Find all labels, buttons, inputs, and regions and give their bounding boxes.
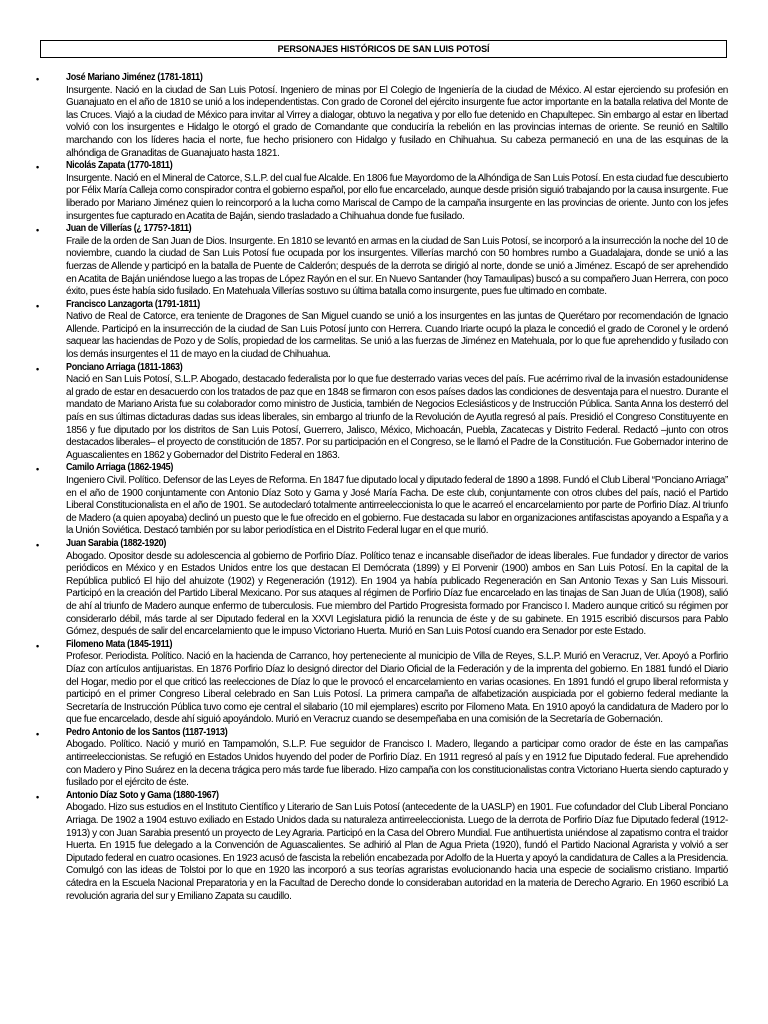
list-item <box>36 790 728 903</box>
list-item <box>36 223 728 299</box>
person-bio: Abogado. Hizo sus estudios en el Instituto Científico y Literario de San Luis Potosí (antecedente de la UASLP) en 1901. Fue cofundador del Club Liberal Ponciano Arriaga. De 1902 a 1904 estuvo exiliado en Estado Unidos dada su naturaleza antirreeleccionista. Luego de la derrota de Porfirio Díaz fue Diputado federal (1912-1913) y con Juan Sarabia presentó un proyecto de Ley Agraria. Participó en la Casa del Obrero Mundial. Fue antihuertista uniéndose al zapatismo contra el traidor Huerta. En 1915 fue delegado a la Convención de Aguascalientes. Se adhirió al Plan de Agua Prieta (1920), fundó el Partido Nacional Agrarista y volvió a ser Diputado federal en cuatro ocasiones. En 1923 acusó de fascista la rebelión encabezada por Adolfo de la Huerta y apoyó la candidatura de Calles a la Presidencia. Comulgó con las ideas de Tolstoi por lo que en 1920 las incorporó a sus teorías agraristas evolucionando hacia una especie de socialismo cristiano. Impartió cátedra en la Escuela Nacional Preparatoria y en la Facultad de Derecho donde lo consideraban autoridad en la materia de Derecho Agrario. En 1960 escribió La revolución agraria del sur y Emiliano Zapata su caudillo. <box>66 802 728 902</box>
person-name: Pedro Antonio de los Santos (1187-1913) <box>66 726 228 738</box>
bullet-icon: • <box>36 225 40 236</box>
bullet-icon: • <box>36 791 40 802</box>
person-name: Juan Sarabia (1882-1920) <box>66 537 167 549</box>
bullet-icon: • <box>36 539 40 550</box>
list-item <box>36 639 728 727</box>
person-bio: Insurgente. Nació en el Mineral de Catorce, S.L.P. del cual fue Alcalde. En 1806 fue Mayordomo de la Alhóndiga de San Luis Potosí. En esta ciudad fue descubierto por Félix María Calleja como conspirador contra el gobierno español, por ello fue encarcelado, aunque desde prisión siguió trabajando por la causa insurgente. Fue liberado por Mariano Jiménez quien lo reincorporó a la lucha como Mariscal de Campo de la campaña insurgente en las provincias de oriente. Junto con los jefes insurgentes fue capturado en Acatita de Baján, siendo trasladado a Chihuahua donde fue fusilado. <box>66 172 728 222</box>
list-item <box>36 299 728 362</box>
title-box <box>40 40 727 58</box>
list-item <box>36 362 728 463</box>
list-item <box>36 160 728 223</box>
person-name: Nicolás Zapata (1770-1811) <box>66 160 173 172</box>
list-item <box>36 72 728 160</box>
bullet-icon: • <box>36 640 40 651</box>
person-bio: Nativo de Real de Catorce, era teniente de Dragones de San Miguel cuando se unió a los insurgentes en las juntas de Querétaro por recomendación de Ignacio Allende. Participó en la insurrección de la ciudad de San Luis Potosí junto con Herrera. Cuando Iriarte ocupó la plaza le concedió el grado de Coronel y le ordenó saquear las haciendas de Pozo y de Solís, propiedad de los carmelitas. Se unió a las fuerzas de Jiménez en Matehuala, por lo que fue aprehendido y fusilado con los demás insurgentes el 11 de mayo en la ciudad de Chihuahua. <box>66 311 728 361</box>
person-bio: Fraile de la orden de San Juan de Dios. Insurgente. En 1810 se levantó en armas en la ciudad de San Luis Potosí, se incorporó a la insurrección la noche del 10 de noviembre, cuando la ciudad de San Luis Potosí fue ocupada por los insurgentes. Villerías marchó con 50 hombres rumbo a Guadalajara, donde se unió a las fuerzas de Allende y participó en la batalla de Puente de Calderón; después de la derrota se dirigió al norte, donde se unió a Jiménez. Escapó de ser aprehendido en Acatita de Baján uniéndose luego a las tropas de López Rayón en el sur. En Nuevo Santander (hoy Tamaulipas) buscó a su compañero Juan Herrera, con poco éxito, pues éste había sido fusilado. En Matehuala Villerías sostuvo su última batalla como insurgente, pues fue ultimado en combate. <box>66 235 728 298</box>
person-name: José Mariano Jiménez (1781-1811) <box>66 72 203 83</box>
person-bio: Nació en San Luis Potosí, S.L.P. Abogado, destacado federalista por lo que fue desterrado varias veces del país. Fue acérrimo rival de la invasión estadounidense al grado de estar en desacuerdo con los tratados de paz que en 1848 se firmaron con esos países dados las condiciones de desventaja para el nuestro. Durante el mandato de Mariano Arista fue su colaborador como ministro de Justicia, también de Negocios Eclesiásticos y de Instrucción Pública. Santa Anna los desterró del país en sus últimas dictaduras dadas sus ideas liberales, sin embargo al triunfo de la Revolución de Ayutla regresó al país. Presidió el Congreso Constituyente en 1856 y fue diputado por los distritos de San Luis Potosí, Guerrero, Jalisco, México, Michoacán, Puebla, Zacatecas y Distrito Federal. Redactó –junto con otros destacados liberales– el proyecto de constitución de 1857. Por su participación en el Congreso, se le llamó el Padre de la Constitución. Fue Gobernador interino de Aguascalientes en 1862 y Gobernador del Distrito Federal en 1863. <box>66 374 728 461</box>
biography-list <box>36 72 728 903</box>
person-bio: Abogado. Opositor desde su adolescencia al gobierno de Porfirio Díaz. Político tenaz e incansable diseñador de ideas liberales. Fue fundador y director de varios periódicos en México y en Estados Unidos entre los que destacan El Demócrata (1899) y El Porvenir (1900) ambos en San Luis Potosí. En la capital de la República publicó El hijo del ahuizote (1902) y Regeneración (1912). En 1904 ya había publicado Regeneración en San Antonio Texas y San Luis Missouri. Participó en la creación del Partido Liberal Mexicano. Por sus ataques al régimen de Porfirio Díaz fue encarcelado en las tinajas de San Juan de Ulúa (1908), salió de ahí al triunfo de Madero aunque enfermo de tuberculosis. Fue miembro del Partido Progresista formado por Francisco I. Madero aunque criticó su régimen por considerarlo débil, más tarde al ser Diputado federal en la XXVI Legislatura pidió la renuncia de éste y de su gabinete. En 1915 escribió discursos para Pablo Gómez, después de salir del encarcelamiento que le impuso Victoriano Huerta. Murió en San Luis Potosí cuando era Senador por este Estado. <box>66 550 728 638</box>
bullet-icon: • <box>36 728 40 739</box>
bullet-icon: • <box>36 464 40 475</box>
person-name: Francisco Lanzagorta (1791-1811) <box>66 298 200 310</box>
person-name: Camilo Arriaga (1862-1945) <box>66 462 174 474</box>
bullet-icon: • <box>36 74 40 84</box>
list-item <box>36 538 728 639</box>
bullet-icon: • <box>36 300 40 311</box>
list-item <box>36 727 728 790</box>
person-bio: Insurgente. Nació en la ciudad de San Luis Potosí. Ingeniero de minas por El Colegio de Ingeniería de la ciudad de México. Al estar ejerciendo su profesión en Guanajuato en el año de 1810 se unió a los independentistas. Con grado de Coronel del ejército insurgente fue actor importante en la batalla relativa del Monte de las Cruces. Viajó a la ciudad de México para invitar al Virrey a dialogar, obtuvo la negativa y por ello fue detenido en Chapultepec. Sin embargo al estar en libertad volvió con los insurgentes e Hidalgo le otorgó el grado de Comandante que conduciría la rebelión en las provincias internas de oriente. Se reunió en Saltillo marchando con los líderes hacia el norte, fue hecho prisionero con Hidalgo y fusilado en Chihuahua. Su cabeza permaneció en una de las esquinas de la alhóndiga de Granaditas de Guanajuato hasta 1821. <box>66 84 728 159</box>
bullet-icon: • <box>36 162 40 173</box>
person-bio: Ingeniero Civil. Político. Defensor de las Leyes de Reforma. En 1847 fue diputado local y diputado federal de 1890 a 1898. Fundó el Club Liberal “Ponciano Arriaga” en el año de 1900 conjuntamente con Antonio Díaz Soto y Gama y José María Facha. De este club, conjuntamente con otros clubes del país, nació el Partido Liberal Constitucionalista en el año de 1901. Se autodeclaró totalmente antirreeleccionista lo que le acarreó el encarcelamiento por parte de Porfirio Díaz. Al triunfo de Madero (a quien apoyaba) declinó un puesto que le fue ofrecido en el gobierno. Fue destacada su labor en organizaciones antifascistas apoyando a España y a la Unión Soviética. Destacó también por su labor periodística en el Distrito Federal lugar en el que murió. <box>66 475 728 537</box>
person-name: Filomeno Mata (1845-1911) <box>66 638 173 650</box>
person-name: Ponciano Arriaga (1811-1863) <box>66 361 183 373</box>
person-name: Antonio Díaz Soto y Gama (1880-1967) <box>66 789 219 801</box>
list-item <box>36 462 728 538</box>
person-bio: Profesor. Periodista. Político. Nació en la hacienda de Carranco, hoy perteneciente al municipio de Villa de Reyes, S.L.P. Murió en Veracruz, Ver. Apoyó a Porfirio Díaz con artículos antijuaristas. En 1876 Porfirio Díaz lo designó director del Diario Oficial de la Federación y de la imprenta del gobierno. En 1881 fundó el Diario del Hogar, medio por el que criticó las reelecciones de Díaz lo que le provocó el encarcelamiento en varias ocasiones. En 1891 fundó el grupo liberal reformista y participó en el primer Congreso Liberal celebrado en San Luis Potosí. La primera campaña de alfabetización auspiciada por el gobierno federal mediante la Secretaría de Instrucción Pública tuvo como eje central el silabario (10 mil ejemplares) escrito por Filomeno Mata. En 1910 apoyó la candidatura de Madero por lo que fue encarcelado, desde ahí siguió apoyándolo. Murió en Veracruz cuando se desempeñaba en una comisión de la Secretaría de Gobernación. <box>66 651 728 726</box>
page-title: PERSONAJES HISTÓRICOS DE SAN LUIS POTOSÍ <box>277 44 490 54</box>
bullet-icon: • <box>36 363 40 374</box>
person-bio: Abogado. Político. Nació y murió en Tampamolón, S.L.P. Fue seguidor de Francisco I. Madero, llegando a participar como orador de éste en las campañas antirreeleccionistas. Se refugió en Estados Unidos huyendo del poder de Porfirio Díaz. En 1911 regresó al país y en 1912 fue Diputado federal. Fue aprehendido con Madero y Pino Suárez en la decena trágica pero más tarde fue liberado. Hizo campaña con los constitucionalistas contra Victoriano Huerta siendo capturado y fusilado por el ejército de éste. <box>66 739 728 789</box>
person-name: Juan de Villerías (¿ 1775?-1811) <box>66 223 192 235</box>
